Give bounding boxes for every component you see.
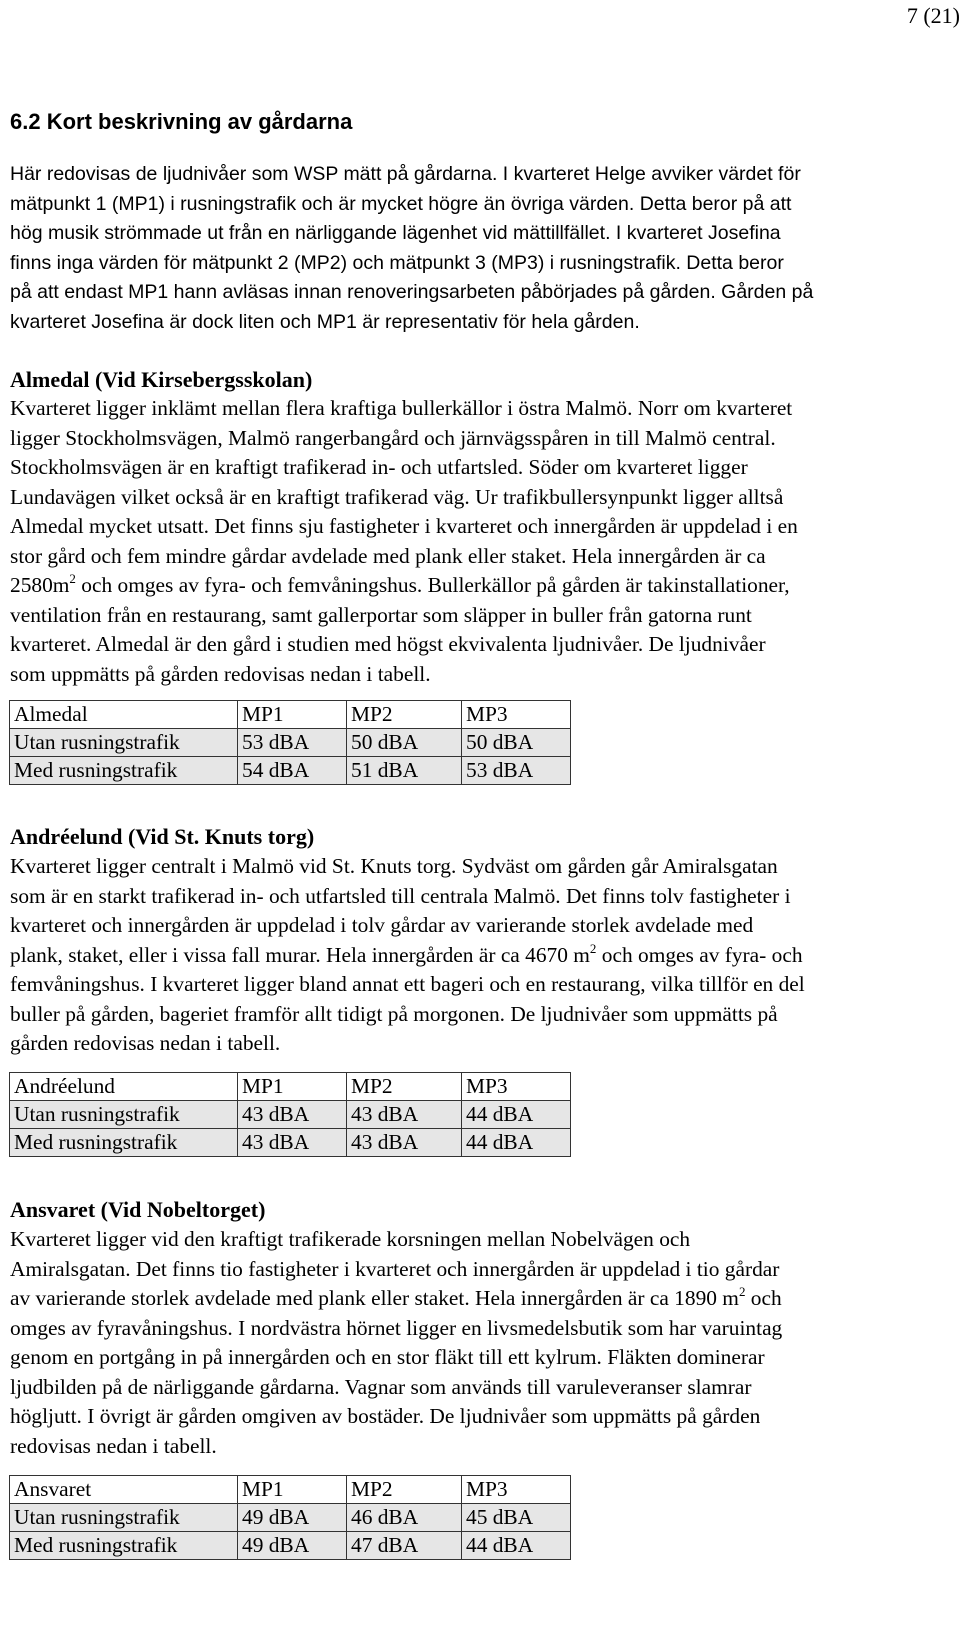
table-header-row	[10, 1476, 571, 1504]
section-heading: 6.2 Kort beskrivning av gårdarna	[10, 109, 353, 134]
superscript: 2	[69, 571, 76, 586]
table-cell: 43 dBA	[347, 1129, 462, 1157]
table-cell: 49 dBA	[238, 1532, 347, 1560]
paragraph-line: buller på gården, bageriet framför allt tidigt på morgonen. De ljudnivåer som uppmätts på	[10, 1001, 778, 1026]
table-cell: 46 dBA	[347, 1504, 462, 1532]
area-text: och omges av fyra- och femvåningshus. Bullerkällor på gården är takinstallationer,	[75, 573, 790, 597]
paragraph-line	[10, 1284, 960, 1314]
andreelund-heading: Andréelund (Vid St. Knuts torg)	[10, 824, 315, 849]
table-cell: MP1	[238, 1073, 347, 1101]
area-text: av varierande storlek avdelade med plank eller staket. Hela innergården är ca 1890 m	[10, 1286, 739, 1310]
intro-line: på att endast MP1 hann avläsas innan renoveringsarbeten påbörjades på gården. Gården på	[10, 281, 814, 303]
table-cell: 43 dBA	[347, 1101, 462, 1129]
paragraph-line: Amiralsgatan. Det finns tio fastigheter i kvarteret och innergården är uppdelad i tio gårdar	[10, 1256, 780, 1281]
table-cell: MP3	[462, 1073, 571, 1101]
paragraph-line: gården redovisas nedan i tabell.	[10, 1031, 281, 1055]
table-cell: Med rusningstrafik	[10, 1532, 238, 1560]
table-cell: Almedal	[10, 701, 238, 729]
ansvaret-table	[9, 1475, 571, 1560]
table-cell: 44 dBA	[462, 1129, 571, 1157]
intro-line: finns inga värden för mätpunkt 2 (MP2) och mätpunkt 3 (MP3) i rusningstrafik. Detta beror	[10, 251, 784, 274]
table-header-row	[10, 701, 571, 729]
intro-line: kvarteret Josefina är dock liten och MP1 är representativ för hela gården.	[10, 310, 640, 333]
table-cell: 43 dBA	[238, 1101, 347, 1129]
superscript: 2	[589, 940, 597, 956]
ansvaret-heading: Ansvaret (Vid Nobeltorget)	[10, 1197, 266, 1222]
table-row	[10, 1532, 571, 1560]
paragraph-line: Kvarteret ligger inklämt mellan flera kraftiga bullerkällor i östra Malmö. Norr om kvarteret	[10, 396, 793, 420]
table-cell: MP1	[238, 701, 347, 729]
paragraph-line: som uppmätts på gården redovisas nedan i tabell.	[10, 661, 431, 686]
area-text: och omges av fyra- och	[596, 942, 803, 967]
paragraph-line: Almedal mycket utsatt. Det finns sju fastigheter i kvarteret och innergården är uppdelad i en	[10, 514, 798, 538]
table-cell: Utan rusningstrafik	[10, 1101, 238, 1129]
table-row	[10, 1504, 571, 1532]
table-cell: 44 dBA	[462, 1532, 571, 1560]
paragraph-line: Lundavägen vilket också är en kraftigt trafikerad väg. Ur trafikbullersynpunkt ligger alltså	[10, 484, 784, 509]
almedal-table	[9, 700, 571, 785]
intro-line: mätpunkt 1 (MP1) i rusningstrafik och är mycket högre än övriga värden. Detta beror på att	[10, 192, 792, 215]
table-cell: Utan rusningstrafik	[10, 729, 238, 757]
intro-paragraph	[10, 160, 960, 337]
table-row	[10, 757, 571, 785]
paragraph-line: genom en portgång in på innergården och en stor fläkt till ett kylrum. Fläkten dominerar	[10, 1345, 765, 1369]
paragraph-line: kvarteret. Almedal är den gård i studien med högst ekvivalenta ljudnivåer. De ljudnivåer	[10, 632, 766, 656]
paragraph-line: stor gård och fem mindre gårdar avdelade med plank eller staket. Hela innergården är ca	[10, 543, 766, 568]
paragraph-line: femvåningshus. I kvarteret ligger bland annat ett bageri och en restaurang, vilka tillför en del	[10, 972, 805, 996]
andreelund-table	[9, 1072, 571, 1157]
paragraph-line: kvarteret och innergården är uppdelad i tolv gårdar av varierande storlek avdelade med	[10, 913, 754, 937]
intro-line: hög musik strömmade ut från en närliggande lägenhet vid mättillfället. I kvarteret Josefina	[10, 222, 781, 244]
table-cell: 50 dBA	[462, 729, 571, 757]
area-text: och	[745, 1286, 782, 1310]
andreelund-paragraph	[10, 852, 960, 1059]
table-cell: MP2	[347, 1073, 462, 1101]
table-cell: MP3	[462, 701, 571, 729]
table-cell: 53 dBA	[462, 757, 571, 785]
table-cell: 50 dBA	[347, 729, 462, 757]
table-row	[10, 1101, 571, 1129]
table-cell: Med rusningstrafik	[10, 1129, 238, 1157]
table-row	[10, 1129, 571, 1157]
table-cell: Utan rusningstrafik	[10, 1504, 238, 1532]
table-cell: 54 dBA	[238, 757, 347, 785]
ansvaret-paragraph	[10, 1225, 960, 1461]
area-text: 2580m	[10, 573, 70, 597]
almedal-paragraph	[10, 394, 960, 689]
page-number: 7 (21)	[906, 3, 960, 28]
table-cell: 49 dBA	[238, 1504, 347, 1532]
table-cell: 44 dBA	[462, 1101, 571, 1129]
table-cell: MP2	[347, 1476, 462, 1504]
intro-line: Här redovisas de ljudnivåer som WSP mätt på gårdarna. I kvarteret Helge avviker värdet för	[10, 163, 801, 185]
paragraph-line: omges av fyravåningshus. I nordvästra hörnet ligger en livsmedelsbutik som har varuintag	[10, 1315, 783, 1340]
paragraph-line: ligger Stockholmsvägen, Malmö rangerbangård och järnvägsspåren in till Malmö central.	[10, 425, 776, 450]
paragraph-line: Kvarteret ligger centralt i Malmö vid St. Knuts torg. Sydväst om gården går Amiralsgatan	[10, 854, 778, 878]
table-cell: Ansvaret	[10, 1476, 238, 1504]
table-row	[10, 729, 571, 757]
table-cell: 53 dBA	[238, 729, 347, 757]
table-cell: 51 dBA	[347, 757, 462, 785]
paragraph-line: ljudbilden på de närliggande gårdarna. Vagnar som används till varuleveranser slamrar	[10, 1374, 752, 1399]
table-cell: 47 dBA	[347, 1532, 462, 1560]
paragraph-line: Stockholmsvägen är en kraftigt trafikerad in- och utfartsled. Söder om kvarteret ligger	[10, 455, 748, 479]
table-cell: Andréelund	[10, 1073, 238, 1101]
paragraph-line: högljutt. I övrigt är gården omgiven av bostäder. De ljudnivåer som uppmätts på gården	[10, 1404, 761, 1428]
table-header-row	[10, 1073, 571, 1101]
paragraph-line	[10, 571, 960, 601]
paragraph-line	[10, 941, 960, 971]
almedal-heading: Almedal (Vid Kirsebergsskolan)	[10, 367, 313, 392]
superscript: 2	[738, 1284, 746, 1299]
paragraph-line: Kvarteret ligger vid den kraftigt trafikerade korsningen mellan Nobelvägen och	[10, 1227, 691, 1251]
paragraph-line: redovisas nedan i tabell.	[10, 1433, 217, 1458]
table-cell: 43 dBA	[238, 1129, 347, 1157]
table-cell: MP2	[347, 701, 462, 729]
table-cell: 45 dBA	[462, 1504, 571, 1532]
table-cell: MP1	[238, 1476, 347, 1504]
paragraph-line: ventilation från en restaurang, samt gallerportar som släpper in buller från gatorna runt	[10, 602, 752, 627]
table-cell: Med rusningstrafik	[10, 757, 238, 785]
area-text: plank, staket, eller i vissa fall murar. Hela innergården är ca 4670 m	[10, 942, 590, 967]
table-cell: MP3	[462, 1476, 571, 1504]
paragraph-line: som är en starkt trafikerad in- och utfartsled till centrala Malmö. Det finns tolv fastigheter i	[10, 883, 791, 908]
